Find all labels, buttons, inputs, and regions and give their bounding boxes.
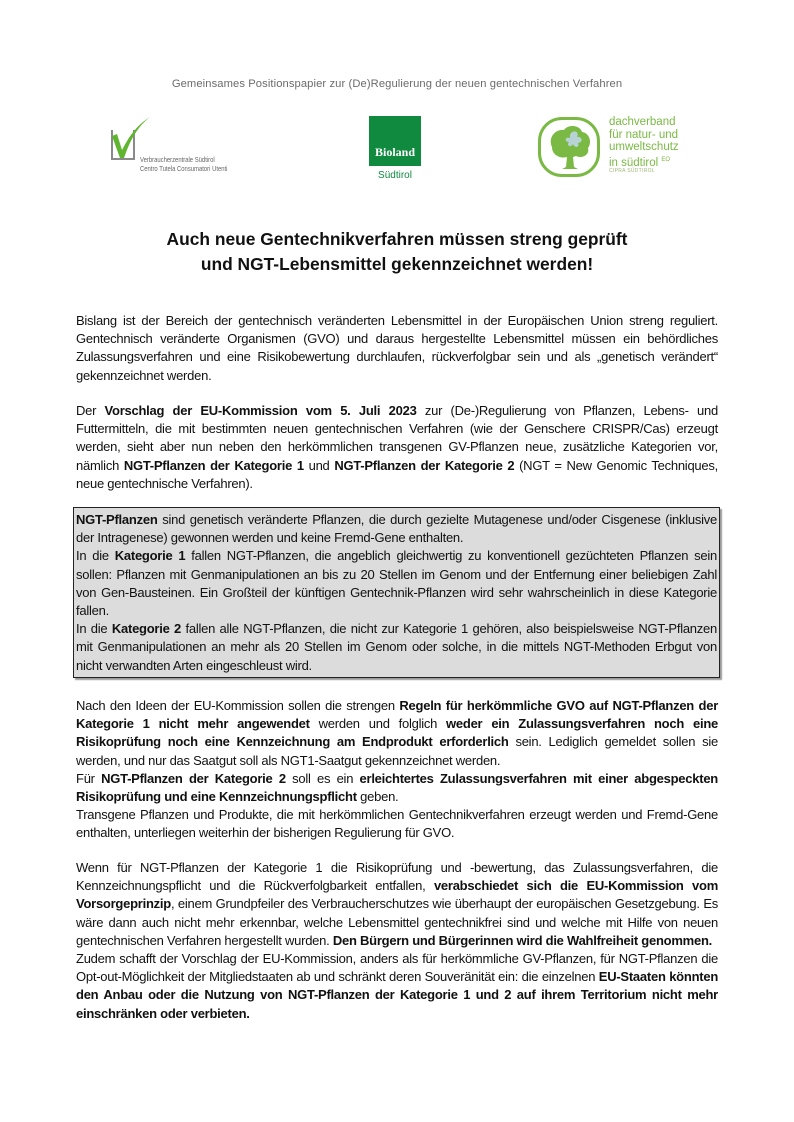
document-title [0,227,794,277]
logo-vz-line1: Verbraucherzentrale Südtirol [140,155,215,164]
definition-ngt: NGT-Pflanzen sind genetisch veränderte Pflanzen, die durch gezielte Mutagenese und/oder Cisgenese (inklusive der Intragenese) gewonnen werden und keine Fremd-Gene enthalten. [76,512,717,546]
paragraph-intro [76,312,718,385]
bioland-green-block [369,116,421,166]
paragraph-proposal [76,402,718,493]
paragraph-commission-ideas [76,697,718,843]
definition-kategorie-1: In die Kategorie 1 fallen NGT-Pflanzen, die angeblich gleichwertig zu konventionell gezüchteten Pflanzen sein sollen: Pflanzen mit Genmanipulationen an bis zu 20 Stellen im Genom und der Entfernung einer beliebigen Zahl von Gen-Bausteinen. Ein Großteil der künftigen Gentechnik-Pflanzen wird sehr wahrscheinlich in diese Kategorie fallen. [76,548,717,619]
running-header: Gemeinsames Positionspapier zur (De)Regulierung der neuen gentechnischen Verfahren [171,78,623,90]
paragraph-text: Bislang ist der Bereich der gentechnisch veränderten Lebensmittel in der Europäischen Union streng reguliert. Gentechnisch veränderte Organismen (GVO) und daraus hergestellte Lebensmittel müssen ein behördliches Zulassungsverfahren und eine Risikobewertung durchlaufen, rückverfolgbar sein und als „genetisch verändert“ gekennzeichnet werden. [76,313,718,383]
paragraph-text: Transgene Pflanzen und Produkte, die mit herkömmlichen Gentechnikverfahren erzeugt werden und Fremd-Gene enthalten, unterliegen weiterhin der bisherigen Regulierung für GVO. [76,807,718,841]
logo-bioland [369,116,421,186]
paragraph-text: Nach den Ideen der EU-Kommission sollen die strengen Regeln für herkömmliche GVO auf NGT-Pflanzen der Kategorie 1 nicht mehr angewendet werden und folglich weder ein Zulassungsverfahren noch eine Risikoprüfung noch eine Kennzeichnung am Endprodukt erforderlich sein. Lediglich gemeldet sollen sie werden, und nur das Saatgut soll als NGT1-Saatgut gekennzeichnet werden. [76,698,719,768]
title-line-2: und NGT-Lebensmittel gekennzeichnet werden! [200,254,594,274]
paragraph-consequences [76,859,718,1023]
title-line-1: Auch neue Gentechnikverfahren müssen streng geprüft [166,229,628,249]
dachverband-text: dachverband für natur- und umweltschutz in südtirol $^{EO}$ [609,116,679,169]
bioland-region: Südtirol [378,170,412,181]
paragraph-text: Wenn für NGT-Pflanzen der Kategorie 1 die Risikoprüfung und -bewertung, das Zulassungsverfahren, die Kennzeichnungspflicht und die Rückverfolgbarkeit entfallen, verabschiedet sich die EU-Kommission vom Vorsorgeprinzip, einem Grundpfeiler des Verbraucherschutzes wie überhaupt der europäischen Gesetzgebung. Es wäre dann auch nicht mehr erkennbar, welche Lebensmittel gentechnikfrei sind und welche mit Hilfe von neuen gentechnischen Verfahren hergestellt wurden. Den Bürgern und Bürgerinnen wird die Wahlfreiheit genommen. [76,860,719,948]
paragraph-text: Zudem schafft der Vorschlag der EU-Kommission, anders als für herkömmliche GV-Pflanzen, für NGT-Pflanzen die Opt-out-Möglichkeit der Mitgliedstaaten ab und schränkt deren Souveränität ein: die einzelnen EU-Staaten könnten den Anbau oder die Nutzung von NGT-Pflanzen der Kategorie 1 und 2 auf ihrem Territorium nicht mehr einschränken oder verbieten. [76,951,719,1021]
paragraph-text: Für NGT-Pflanzen der Kategorie 2 soll es ein erleichtertes Zulassungsverfahren mit einer abgespeckten Risikoprüfung und eine Kennzeichnungspflicht geben. [76,770,718,805]
bioland-name: Bioland [374,145,416,159]
definition-box [73,507,720,678]
logo-verbraucherzentrale [108,114,268,174]
tree-butterfly-icon [544,121,596,173]
paragraph-text: Der Vorschlag der EU-Kommission vom 5. Juli 2023 zur (De-)Regulierung von Pflanzen, Lebens- und Futtermitteln, die mit bestimmten neuen gentechnischen Verfahren (wie der Genschere CRISPR/Cas) erzeugt werden, sieht aber nun neben den herkömmlichen transgenen GV-Pflanzen neue, zusätzliche Kategorien vor, nämlich NGT-Pflanzen der Kategorie 1 und NGT-Pflanzen der Kategorie 2 (NGT = New Genomic Techniques, neue gentechnische Verfahren). [76,403,718,491]
cipra-label: CIPRA SÜDTIROL [609,168,655,174]
definition-box-text [76,511,717,675]
definition-kategorie-2: In die Kategorie 2 fallen alle NGT-Pflanzen, die nicht zur Kategorie 1 gehören, also beispielsweise NGT-Pflanzen mit Genmanipulationen an mehr als 20 Stellen im Genom oder solche, in die mittels NGT-Methoden Erbgut von nicht verwandten Arten eingeschleust wird. [76,621,717,673]
logo-dachverband [538,115,708,185]
logo-vz-line2: Centro Tutela Consumatori Utenti [140,164,228,173]
